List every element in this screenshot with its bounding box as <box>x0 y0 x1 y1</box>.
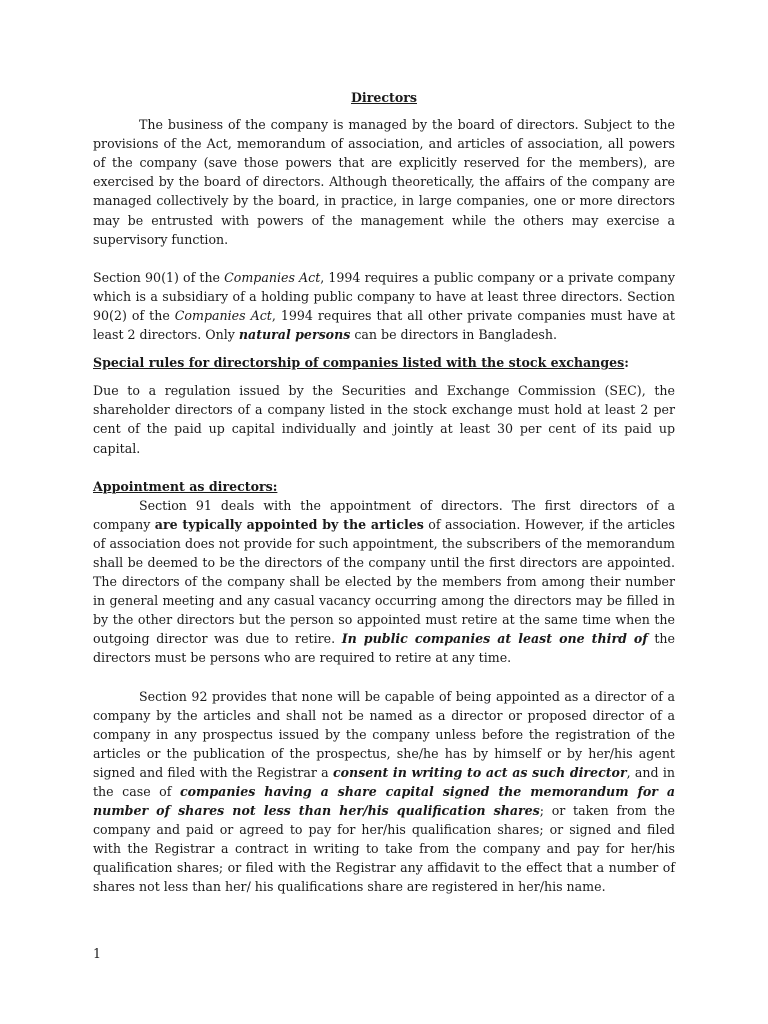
paragraph-section-90 <box>93 268 675 344</box>
text-run: , and in the case of <box>93 764 675 799</box>
heading-text: Special rules for directorship of companies listed with the stock exchanges <box>93 355 625 371</box>
document-body <box>93 88 675 897</box>
paragraph-section-92 <box>93 687 675 897</box>
text-run-bold-italic: companies having a share capital signed the memorandum for a number of shares not less than her/his qualification shares <box>93 784 675 819</box>
text-run-italic: Companies Act <box>224 269 321 285</box>
text-run: Section 90(1) of the <box>93 269 225 285</box>
text-run-bold-italic: In public companies at least one third of <box>341 631 648 647</box>
heading-colon: : <box>624 355 629 371</box>
text-run: ; or taken from the company and paid or agreed to pay for her/his qualification shares; or signed and filed with the Registrar a contract in writing to take from the company and pay for her/his qualification shares; or filed with the Registrar any affidavit to the effect that a number of shares not less than her/ his qualifications share are registered in her/his name. <box>93 803 676 895</box>
text-run: , 1994 requires a public company or a private company which is a subsidiary of a holding public company to have at least three directors. Section 90(2) of the <box>93 269 675 323</box>
text-run: can be directors in Bangladesh. <box>350 327 557 343</box>
text-run: , 1994 requires that all other private companies must have at least 2 directors. Only <box>93 307 675 343</box>
page-title: Directors <box>351 90 417 105</box>
text-run: Section 91 deals with the appointment of directors. The first directors of a company <box>93 497 675 532</box>
text-run-bold-italic: consent in writing to act as such director <box>332 764 627 780</box>
paragraph-section-91 <box>93 496 675 668</box>
section-heading-appointment: Appointment as directors: <box>93 478 278 494</box>
text-run: the directors must be persons who are required to retire at any time. <box>93 631 675 666</box>
text-run: of association. However, if the articles of association does not provide for such appointment, the subscribers of the memorandum shall be deemed to be the directors of the company until the first directors are appointed. The directors of the company shall be elected by the members from among their number in general meeting and any casual vacancy occurring among the directors may be filled in by the other directors but the person so appointed must retire at the same time when the outgoing director was due to retire. <box>93 516 675 647</box>
section-heading-special-rules <box>93 353 675 372</box>
paragraph-sec-regulation: Due to a regulation issued by the Securities and Exchange Commission (SEC), the shareholder directors of a company listed in the stock exchange must hold at least 2 per cent of the paid up capital individually and jointly at least 30 per cent of its paid up capital. <box>93 383 675 456</box>
paragraph-board-of-directors: The business of the company is managed by the board of directors. Subject to the provisions of the Act, memorandum of association, and articles of association, all powers of the company (save those powers that are explicitly reserved for the members), are exercised by the board of directors. Although theoretically, the affairs of the company are managed collectively by the board, in practice, in large companies, one or more directors may be entrusted with powers of the management while the others may exercise a supervisory function. <box>93 117 675 247</box>
text-run-bold: are typically appointed by the articles <box>154 516 424 532</box>
page-number: 1 <box>93 946 102 961</box>
text-run-bold-italic: natural persons <box>238 327 351 343</box>
text-run-italic: Companies Act <box>174 307 272 323</box>
text-run: Section 92 provides that none will be capable of being appointed as a director of a company by the articles and shall not be named as a director or proposed director of a company in any prospectus issued by the company unless before the registration of the articles or the publication of the prospectus, she/he has by himself or by her/his agent signed and filed with the Registrar a <box>93 688 675 780</box>
